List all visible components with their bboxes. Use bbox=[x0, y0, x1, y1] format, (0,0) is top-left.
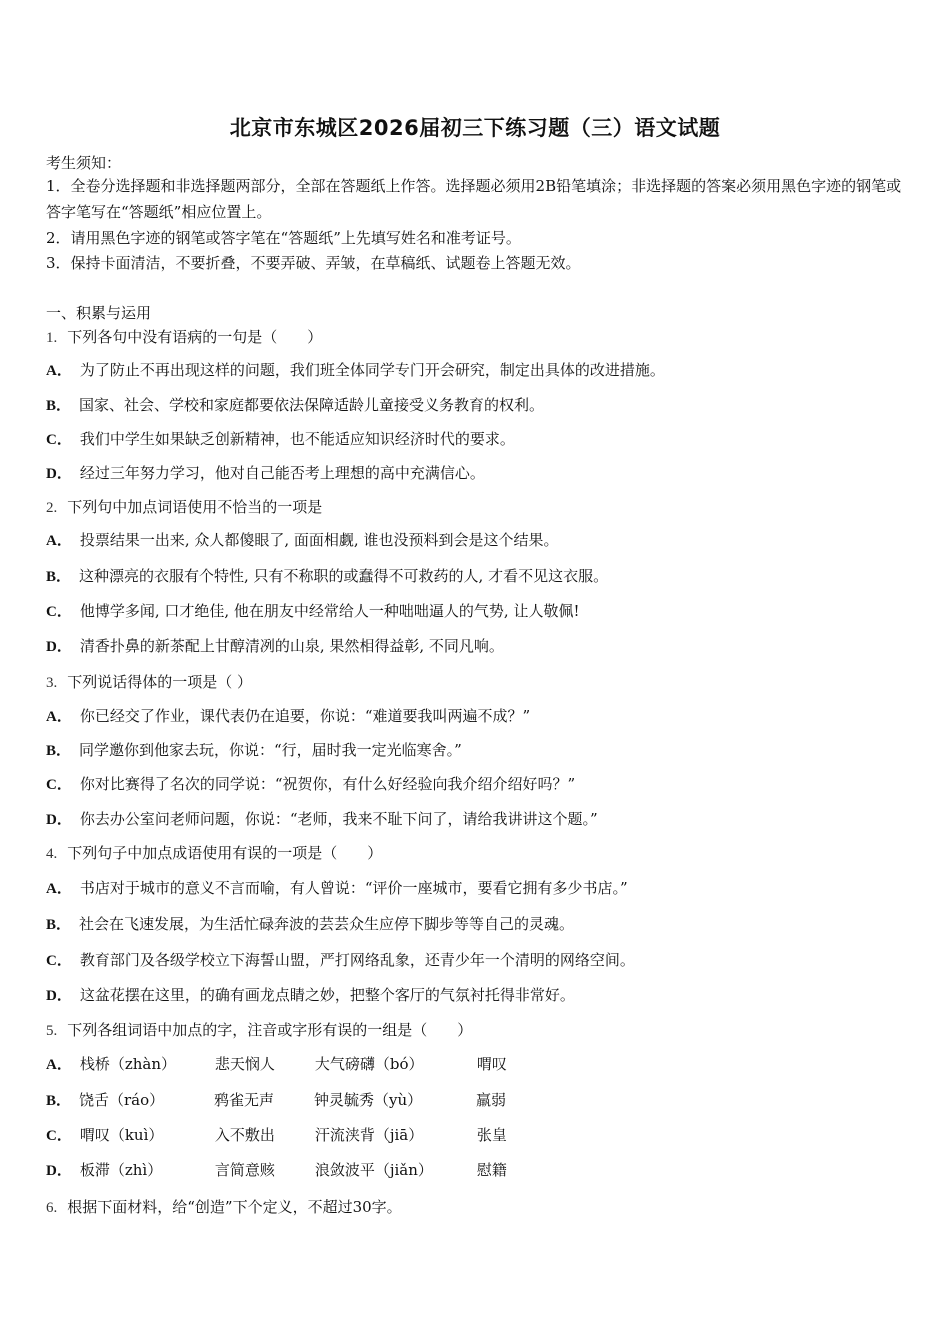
question-5-row-a bbox=[46, 1053, 507, 1074]
word-cell: 栈桥（zhàn） bbox=[79, 1055, 177, 1073]
option-label: B． bbox=[46, 1093, 72, 1109]
word-cell: 张皇 bbox=[476, 1126, 507, 1144]
option-text: 国家、社会、学校和家庭都要依法保障适龄儿童接受义务教育的权利。 bbox=[79, 396, 545, 414]
question-4-option-c bbox=[46, 949, 635, 970]
question-number: 3. bbox=[46, 675, 58, 691]
question-number: 4. bbox=[46, 846, 58, 862]
word-cell: 喟叹 bbox=[476, 1055, 507, 1073]
option-text: 我们中学生如果缺乏创新精神，也不能适应知识经济时代的要求。 bbox=[79, 430, 515, 448]
word-cell: 羸弱 bbox=[476, 1091, 507, 1109]
question-3-option-b bbox=[46, 739, 462, 760]
option-label: A． bbox=[46, 1057, 72, 1073]
option-text: 书店对于城市的意义不言而喻，有人曾说：“评价一座城市，要看它拥有多少书店。” bbox=[79, 879, 628, 897]
question-2-stem bbox=[46, 496, 322, 517]
word-cell: 钟灵毓秀（yù） bbox=[314, 1091, 423, 1109]
question-2-option-b bbox=[46, 565, 608, 586]
word-cell: 板滞（zhì） bbox=[79, 1161, 163, 1179]
option-text: 为了防止不再出现这样的问题，我们班全体同学专门开会研究，制定出具体的改进措施。 bbox=[79, 361, 665, 379]
notice-heading: 考生须知： bbox=[46, 154, 122, 172]
word-cell: 入不敷出 bbox=[214, 1126, 275, 1144]
word-cell: 悲天悯人 bbox=[214, 1055, 275, 1073]
question-number: 5. bbox=[46, 1023, 58, 1039]
option-text: 同学邀你到他家去玩，你说：“行，届时我一定光临寒舍。” bbox=[79, 741, 462, 759]
option-text: 这盆花摆在这里，的确有画龙点睛之妙，把整个客厅的气氛衬托得非常好。 bbox=[79, 986, 575, 1004]
word-cell: 浪敛波平（jiǎn） bbox=[314, 1161, 433, 1179]
word-cell: 饶舌（ráo） bbox=[79, 1091, 165, 1109]
option-label: D． bbox=[46, 988, 72, 1004]
question-1-option-d bbox=[46, 462, 485, 483]
option-label: A． bbox=[46, 533, 72, 549]
option-label: C． bbox=[46, 1128, 72, 1144]
option-text: 清香扑鼻的新茶配上甘醇清冽的山泉, 果然相得益彰, 不同凡响。 bbox=[79, 637, 504, 655]
question-5-row-c bbox=[46, 1124, 507, 1145]
option-label: B． bbox=[46, 398, 72, 414]
question-3-option-d bbox=[46, 808, 598, 829]
word-cell: 鸦雀无声 bbox=[214, 1091, 275, 1109]
question-2-option-c bbox=[46, 600, 579, 621]
option-label: D． bbox=[46, 1163, 72, 1179]
word-cell: 汗流浃背（jiā） bbox=[314, 1126, 424, 1144]
option-text: 这种漂亮的衣服有个特性, 只有不称职的或蠢得不可救药的人, 才看不见这衣服。 bbox=[79, 567, 609, 585]
question-4-option-b bbox=[46, 913, 574, 934]
option-label: C． bbox=[46, 432, 72, 448]
question-4-stem bbox=[46, 842, 382, 863]
option-label: C． bbox=[46, 604, 72, 620]
question-number: 1. bbox=[46, 330, 58, 346]
question-text: 下列句子中加点成语使用有误的一项是（ ） bbox=[67, 844, 383, 862]
question-number: 2. bbox=[46, 500, 58, 516]
option-label: D． bbox=[46, 812, 72, 828]
page-title: 北京市东城区2026届初三下练习题（三）语文试题 bbox=[229, 116, 721, 140]
question-2-option-a bbox=[46, 529, 558, 550]
question-text: 下列各句中没有语病的一句是（ ） bbox=[67, 328, 323, 346]
option-label: C． bbox=[46, 953, 72, 969]
notice-item-1: 1．全卷分选择题和非选择题两部分，全部在答题纸上作答。选择题必须用2B铅笔填涂；非选择题的答案必须用黑色字迹的钢笔或答字笔写在“答题纸”相应位置上。 bbox=[46, 177, 902, 221]
word-cell: 大气磅礴（bó） bbox=[314, 1055, 424, 1073]
option-text: 社会在飞速发展，为生活忙碌奔波的芸芸众生应停下脚步等等自己的灵魂。 bbox=[79, 915, 575, 933]
question-5-row-d bbox=[46, 1159, 507, 1180]
question-text: 下列说话得体的一项是（ ） bbox=[67, 673, 253, 691]
question-text: 下列各组词语中加点的字，注音或字形有误的一组是（ ） bbox=[67, 1021, 473, 1039]
word-cell: 慰籍 bbox=[476, 1161, 507, 1179]
option-label: C． bbox=[46, 777, 72, 793]
question-text: 下列句中加点词语使用不恰当的一项是 bbox=[67, 498, 323, 516]
question-2-option-d bbox=[46, 635, 504, 656]
option-label: B． bbox=[46, 917, 72, 933]
section-heading: 一、积累与运用 bbox=[46, 304, 152, 322]
question-1-option-b bbox=[46, 394, 544, 415]
option-label: D． bbox=[46, 639, 72, 655]
option-label: A． bbox=[46, 363, 72, 379]
question-5-stem bbox=[46, 1019, 472, 1040]
question-3-option-c bbox=[46, 773, 575, 794]
question-3-option-a bbox=[46, 705, 530, 726]
question-number: 6. bbox=[46, 1200, 58, 1216]
question-1-option-c bbox=[46, 428, 515, 449]
question-6-stem bbox=[46, 1196, 402, 1217]
notice-item-2: 2．请用黑色字迹的钢笔或答字笔在“答题纸”上先填写姓名和准考证号。 bbox=[46, 229, 521, 247]
option-text: 教育部门及各级学校立下海誓山盟，严打网络乱象，还青少年一个清明的网络空间。 bbox=[79, 951, 635, 969]
option-text: 你已经交了作业，课代表仍在追要，你说：“难道要我叫两遍不成？” bbox=[79, 707, 531, 725]
option-text: 你对比赛得了名次的同学说：“祝贺你，有什么好经验向我介绍介绍好吗？” bbox=[79, 775, 576, 793]
option-text: 你去办公室问老师问题，你说：“老师，我来不耻下问了，请给我讲讲这个题。” bbox=[79, 810, 598, 828]
question-4-option-a bbox=[46, 877, 628, 898]
option-text: 他博学多闻, 口才绝佳, 他在朋友中经常给人一种咄咄逼人的气势, 让人敬佩! bbox=[79, 602, 580, 620]
word-cell: 喟叹（kuì） bbox=[79, 1126, 164, 1144]
notice-item-3: 3．保持卡面清洁，不要折叠，不要弄破、弄皱，在草稿纸、试题卷上答题无效。 bbox=[46, 254, 581, 272]
option-text: 投票结果一出来, 众人都傻眼了, 面面相觑, 谁也没预料到会是这个结果。 bbox=[79, 531, 559, 549]
question-1-option-a bbox=[46, 359, 665, 380]
question-3-stem bbox=[46, 671, 252, 692]
question-4-option-d bbox=[46, 984, 575, 1005]
question-text: 根据下面材料，给“创造”下个定义，不超过30字。 bbox=[67, 1198, 402, 1216]
question-1-stem bbox=[46, 326, 322, 347]
word-cell: 言简意赅 bbox=[214, 1161, 275, 1179]
option-label: A． bbox=[46, 709, 72, 725]
option-text: 经过三年努力学习，他对自己能否考上理想的高中充满信心。 bbox=[79, 464, 485, 482]
option-label: D． bbox=[46, 466, 72, 482]
option-label: B． bbox=[46, 743, 72, 759]
option-label: A． bbox=[46, 881, 72, 897]
question-5-row-b bbox=[46, 1089, 506, 1110]
option-label: B． bbox=[46, 569, 72, 585]
